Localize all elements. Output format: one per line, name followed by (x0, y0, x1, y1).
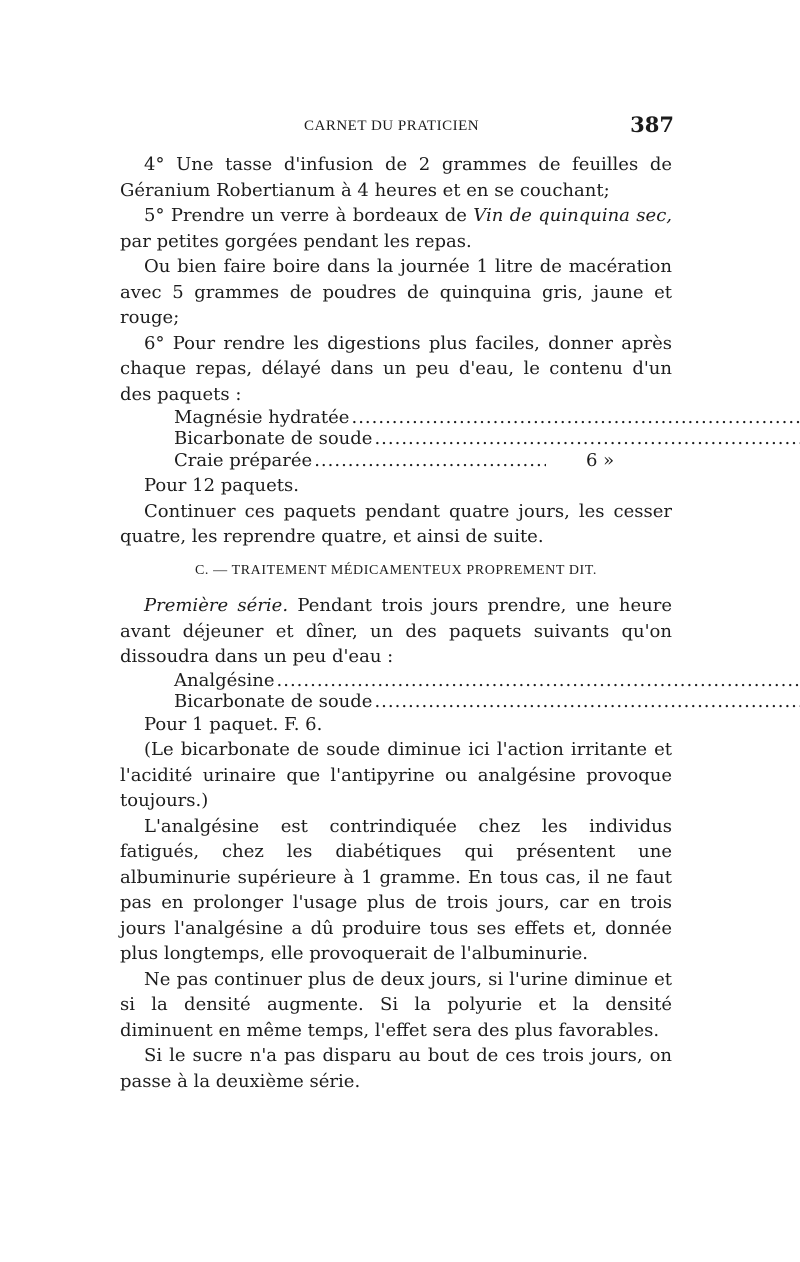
section-title: C. — TRAITEMENT MÉDICAMENTEUX PROPREMENT DIT. (194, 562, 598, 578)
paragraph-single-packet: Pour 1 paquet. F. 6. (144, 713, 323, 735)
dot-leader (351, 407, 800, 428)
formula-ingredient (174, 428, 800, 449)
paragraph-quinquina-wine (120, 203, 672, 254)
paragraph-second-series: Si le sucre n'a pas disparu au bout de ces trois jours, on passe à la deuxième série. (120, 1045, 672, 1092)
paragraph-first-series (120, 593, 672, 670)
paragraph-digestions: 6° Pour rendre les digestions plus faciles, donner après chaque repas, délayé dans un peu d'eau, le contenu d'un des paquets : (120, 332, 672, 405)
ingredient-name: Craie préparée (174, 450, 313, 471)
formula-ingredients (174, 407, 800, 449)
paragraph-infusion: 4° Une tasse d'infusion de 2 grammes de feuilles de Géranium Robertianum à 4 heures et en se couchant; (120, 154, 672, 201)
formula-ingredient (174, 691, 800, 712)
dot-leader (374, 428, 800, 449)
ingredient-name: Bicarbonate de soude (174, 690, 373, 712)
ingredient-name: Bicarbonate de soude (174, 428, 373, 449)
formula-block-1 (174, 407, 664, 449)
ingredient-name: Magnésie hydratée (174, 407, 350, 428)
text-fragment: par petites gorgées pendant les repas. (120, 230, 472, 252)
formula-ingredients (174, 670, 800, 712)
paragraph-maceration: Ou bien faire boire dans la journée 1 litre de macération avec 5 grammes de poudres de quinquina gris, jaune et rouge; (120, 256, 672, 328)
italic-series-label: Première série. (144, 595, 289, 616)
ingredient-name: Analgésine (174, 669, 275, 691)
paragraph-packet-count: Pour 12 paquets. (144, 475, 299, 496)
formula-ingredient (174, 670, 800, 691)
paragraph-continue: Continuer ces paquets pendant quatre jours, les cesser quatre, les reprendre quatre, et ainsi de suite. (120, 500, 672, 547)
page-body (120, 152, 672, 1094)
dot-leader (314, 449, 546, 473)
page-number: 387 (630, 112, 674, 137)
page-header (120, 112, 680, 142)
formula-ingredient (174, 407, 800, 428)
text-fragment: 5° Prendre un verre à bordeaux de (144, 205, 474, 226)
paragraph-contraindication: L'analgésine est contrindiquée chez les individus fatigués, chez les diabétiques qui présentent une albuminurie supérieure à 1 gramme. En tous cas, il ne faut pas en prolonger l'usage plus de trois jours, car en trois jours l'analgésine a dû produire tous ses effets et, donnée plus longtemps, elle provoquerait de l'albuminurie. (120, 815, 672, 964)
text-fragment: Pendant trois jours prendre, une heure avant déjeuner et dîner, un des paquets suivants qu'on dissoudra dans un peu d'eau : (120, 595, 672, 667)
formula-block-2 (174, 670, 664, 712)
running-title: CARNET DU PRATICIEN (304, 118, 480, 134)
formula-dose: 6 » (586, 450, 615, 471)
italic-wine-name: Vin de quinquina sec, (473, 205, 672, 226)
paragraph-duration: Ne pas continuer plus de deux jours, si l'urine diminue et si la densité augmente. Si la polyurie et la densité diminuent en même temps, l'effet sera des plus favorables. (120, 968, 672, 1041)
formula-ingredient-extra (174, 449, 664, 473)
paragraph-bicarbonate-note: (Le bicarbonate de soude diminue ici l'action irritante et l'acidité urinaire que l'antipyrine ou analgésine provoque toujours.) (120, 739, 672, 811)
dot-leader (277, 670, 800, 691)
dot-leader (374, 691, 800, 712)
